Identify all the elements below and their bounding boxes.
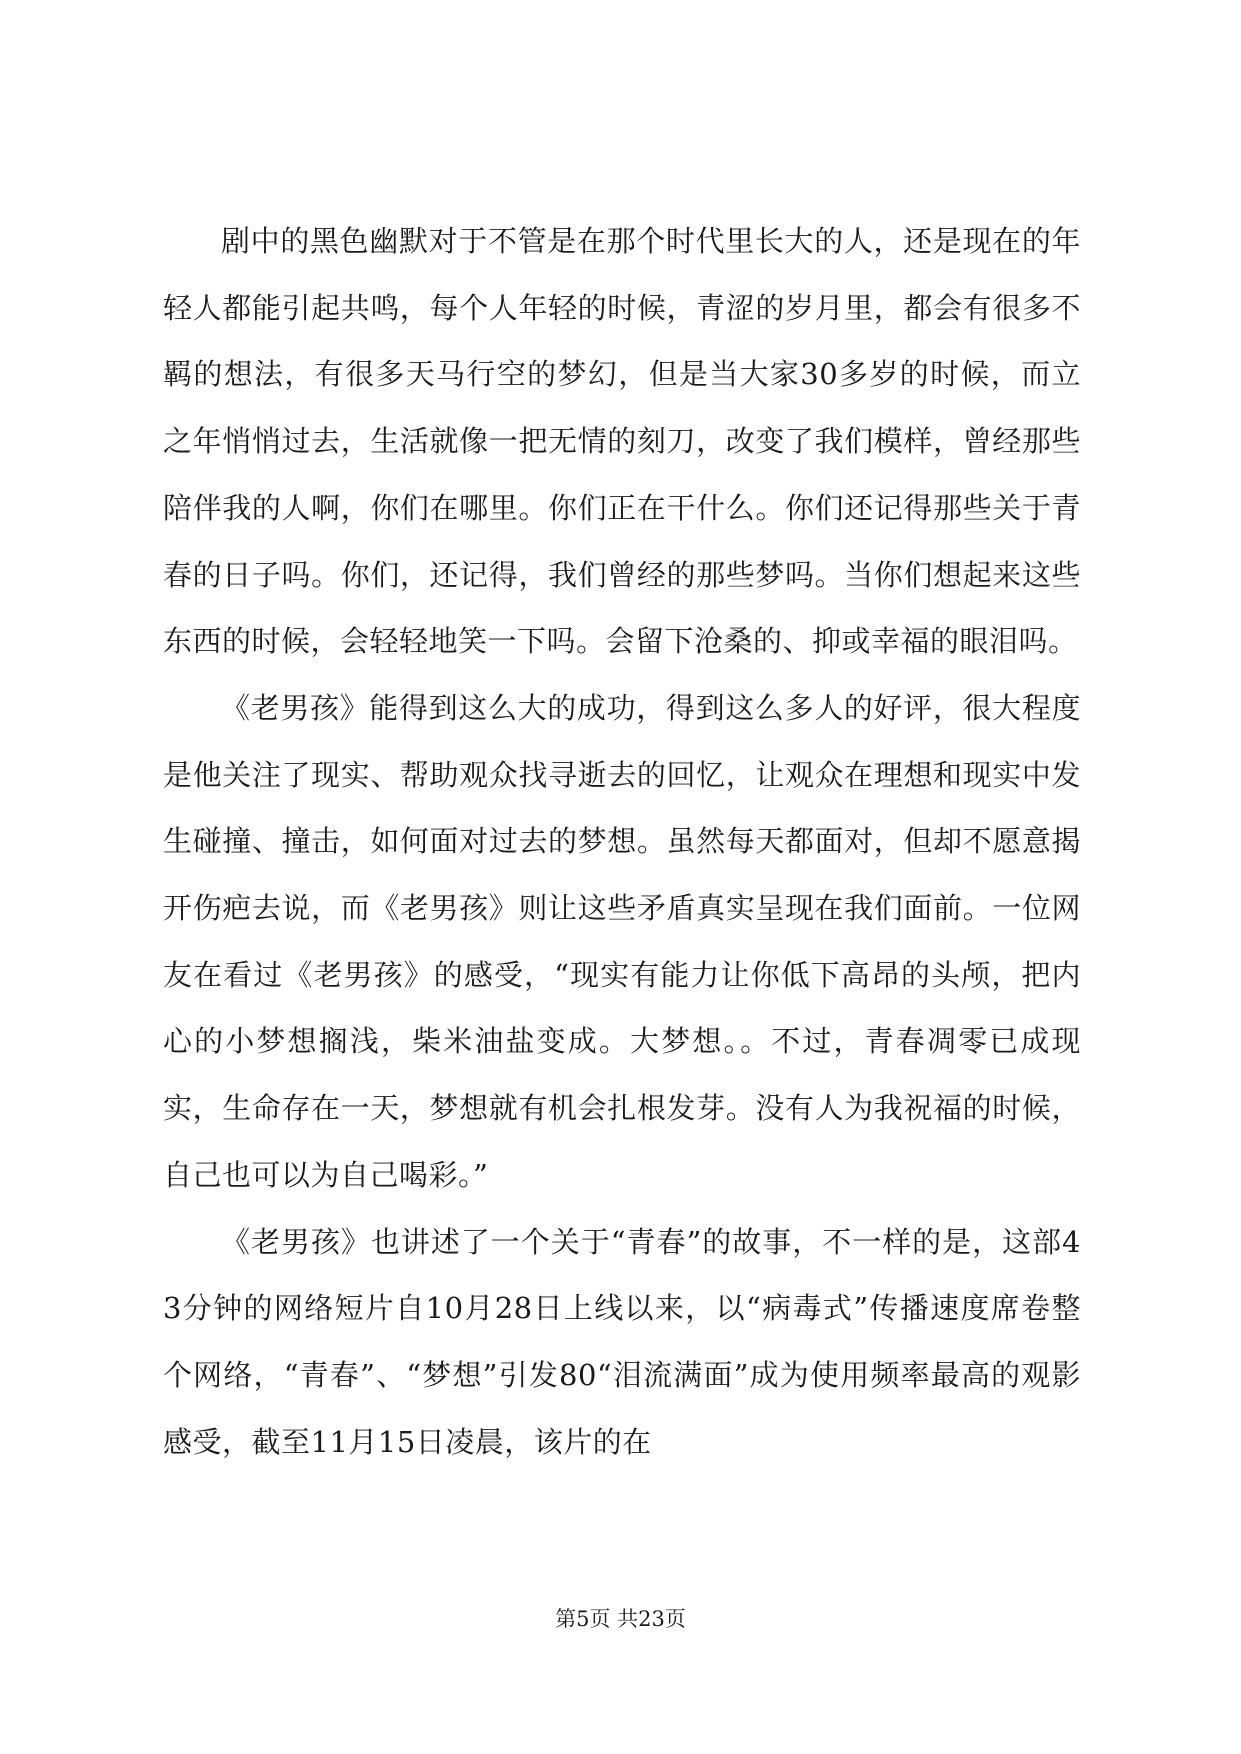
paragraph-2: 《老男孩》能得到这么大的成功，得到这么多人的好评，很大程度是他关注了现实、帮助观众找寻逝去的回忆，让观众在理想和现实中发生碰撞、撞击，如何面对过去的梦想。虽然每天都面对，但却不愿意揭开伤疤去说，而《老男孩》则让这些矛盾真实呈现在我们面前。一位网友在看过《老男孩》的感受，“现实有能力让你低下高昂的头颅，把内心的小梦想搁浅，柴米油盐变成。大梦想。。不过，青春凋零已成现实，生命存在一天，梦想就有机会扎根发芽。没有人为我祝福的时候，自己也可以为自己喝彩。” — [163, 690, 1081, 1192]
page-number-footer: 第5页 共23页 — [555, 1607, 686, 1631]
paragraph-3: 《老男孩》也讲述了一个关于“青春”的故事，不一样的是，这部43分钟的网络短片自10月28日上线以来，以“病毒式”传播速度席卷整个网络，“青春”、“梦想”引发80“泪流满面”成为使用频率最高的观影感受，截至11月15日凌晨，该片的在 — [163, 1224, 1081, 1459]
document-body — [163, 208, 1081, 1475]
paragraph-1: 剧中的黑色幽默对于不管是在那个时代里长大的人，还是现在的年轻人都能引起共鸣，每个人年轻的时候，青涩的岁月里，都会有很多不羁的想法，有很多天马行空的梦幻，但是当大家30多岁的时候，而立之年悄悄过去，生活就像一把无情的刻刀，改变了我们模样，曾经那些陪伴我的人啊，你们在哪里。你们正在干什么。你们还记得那些关于青春的日子吗。你们，还记得，我们曾经的那些梦吗。当你们想起来这些东西的时候，会轻轻地笑一下吗。会留下沧桑的、抑或幸福的眼泪吗。 — [163, 224, 1081, 659]
